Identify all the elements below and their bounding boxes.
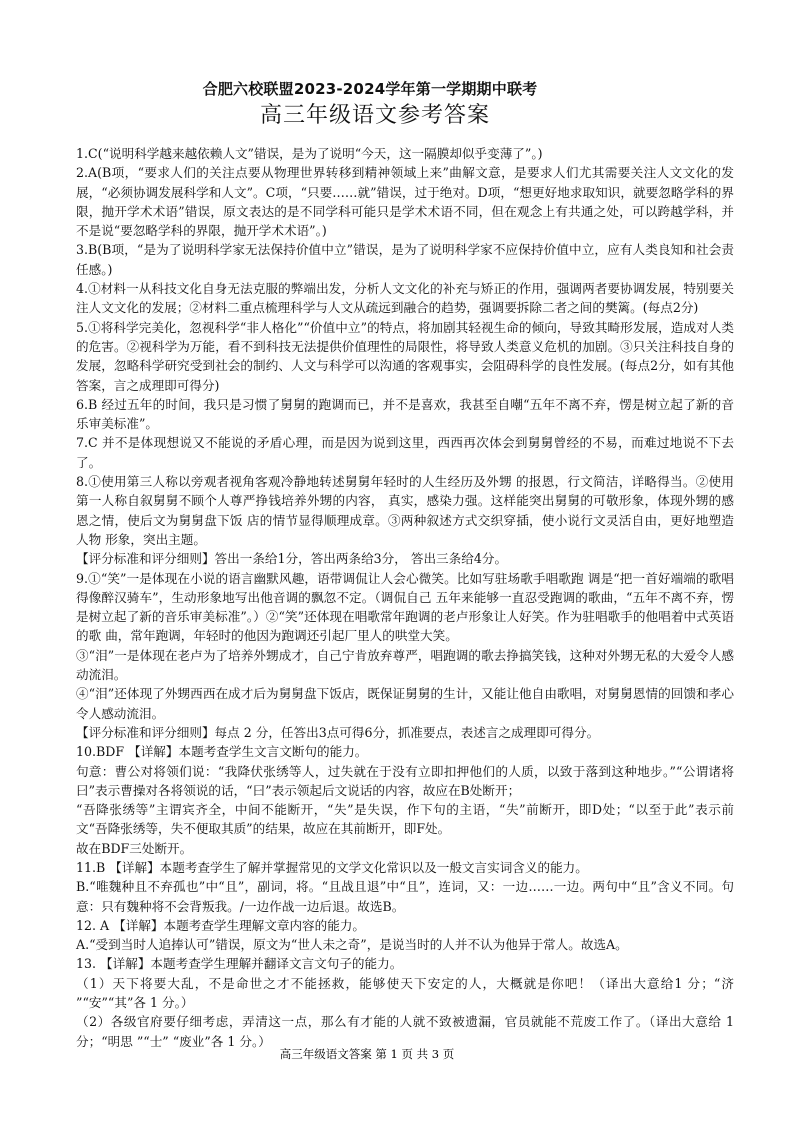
answer-content: [76, 144, 734, 1051]
answer-paragraph: 3.B(B项，“是为了说明科学家无法保持价值中立”错误，是为了说明科学家不应保持价值中立，应有人类良知和社会责任感。): [76, 242, 734, 277]
answer-paragraph: （1）天下将要大乱，不是命世之才不能拯救，能够使天下安定的人，大概就是你吧！（译出大意给1 分；“济 ”“安”“其”各 1 分。）: [76, 975, 734, 1011]
answer-paragraph: 9.①“笑”一是体现在小说的语言幽默风趣，语带调侃让人会心微笑。比如写驻场歌手唱歌跑 调是“把一首好端端的歌唱得像醉汉骑车”，生动形象地写出他音调的飘忽不定。（调侃自己 五年来能够一直忍受跑调的歌曲，“五年不离不弃，愣是树立起了新的音乐审美标准”。）②“笑”还体现在唱歌常年跑调的老卢形象让人好笑。作为驻唱歌手的他唱着中式英语的歌 曲，常年跑调，年轻时的他因为跑调还引起厂里人的哄堂大笑。: [76, 570, 734, 644]
page-footer: [0, 1046, 794, 1062]
scoring-note: 【评分标准和评分细则】答出一条给1分，答出两条给3分， 答出三条给4分。: [76, 551, 508, 567]
answer-paragraph: 7.C 并不是体现想说又不能说的矛盾心理，而是因为说到这里，西西再次体会到舅舅曾经的不易，而难过地说不下去了。: [76, 435, 734, 470]
answer-paragraph: 2.A(B项，“要求人们的关注点要从物理世界转移到精神领域上来”曲解文意，是要求人们尤其需要关注人文文化的发展，“必须协调发展科学和人文”。C项，“只要……就”错误，过于绝对。D项，“想更好地求取知识，就要忽略学科的界限，抛开学术术语”错误，原文表达的是不同学科可能只是学术术语不同，但在观念上有共通之处，可以跨越学科，并不是说“要忽略学科的界限，抛开学术术语”。): [76, 165, 734, 239]
answer-paragraph: 故在BDF三处断开。: [76, 840, 193, 856]
answer-paragraph: 11.B 【详解】本题考查学生了解并掌握常见的文学文化常识以及一般文言实词含义的能力。: [76, 859, 588, 875]
scoring-note: 【评分标准和评分细则】每点 2 分，任答出3点可得6分，抓准要点，表述言之成理即可得分。: [76, 724, 600, 740]
answer-paragraph: 10.BDF 【详解】本题考查学生文言文断句的能力。: [76, 744, 368, 760]
answer-paragraph: B.“唯魏种且不弃孤也”中“且”，副词，将。“且战且退”中“且”，连词，又：一边……一边。两句中“且”含义不同。句意：只有魏种将不会背叛我。/一边作战一边后退。故选B。: [76, 879, 734, 914]
answer-paragraph: 1.C(“说明科学越来越依赖人文”错误，是为了说明“今天，这一隔膜却似乎变薄了”。): [76, 146, 543, 161]
answer-paragraph: 6.B 经过五年的时间，我只是习惯了舅舅的跑调而已，并不是喜欢，我甚至自嘲“五年不离不弃，愣是树立起了新的音乐审美标准”。: [76, 396, 734, 432]
page-number: 高三年级语文答案 第 1 页 共 3 页: [279, 1047, 455, 1061]
answer-paragraph: “吾降张绣等”主谓宾齐全，中间不能断开，“失”是失误，作下句的主语，“失”前断开，即D处；“以至于此”表示前文“吾降张绣等，失不便取其质”的结果，故应在其前断开，即F处。: [76, 802, 734, 837]
answer-paragraph: 5.①将科学完美化，忽视科学“非人格化”“价值中立”的特点，将加剧其轻视生命的倾向，导致其畸形发展，造成对人类的危害。②视科学为万能，看不到科技无法提供价值理性的局限性，将导致人类意义危机的加剧。③只关注科技自身的发展，忽略科学研究受到社会的制约、人文与科学可以沟通的客观事实，会阻碍科学的良性发展。(每点2分，如有其他答案，言之成理即可得分): [76, 319, 734, 393]
answer-paragraph: （2）各级官府要仔细考虑，弄清这一点，那么有才能的人就不致被遗漏，官员就能不荒废工作了。（译出大意给 1 分；“明思 ”“士” “废业”各 1 分。）: [76, 1014, 734, 1049]
document-subtitle: 高三年级语文参考答案: [259, 103, 490, 128]
answer-paragraph: 8.①使用第三人称以旁观者视角客观冷静地转述舅舅年轻时的人生经历及外甥 的报恩，行文简洁，详略得当。②使用第一人称自叙舅舅不顾个人尊严挣钱培养外甥的内容， 真实，感染力强。这样能突出舅舅的可敬形象，体现外甥的感恩之情，使后文为舅舅盘下饭 店的情节显得顺理成章。③两种叙述方式交织穿插，使小说行文灵活自由，更好地塑造人物 形象，突出主题。: [76, 474, 734, 547]
answer-paragraph: 12. A 【详解】本题考查学生理解文章内容的能力。: [76, 917, 366, 933]
answer-paragraph: 句意：曹公对将领们说：“我降伏张绣等人，过失就在于没有立即扣押他们的人质，以致于落到这种地步。”“公谓诸将曰”表示曹操对各将领说的话，“曰”表示领起后文说话的内容，故应在B处断开；: [76, 763, 734, 798]
answer-paragraph: A.“受到当时人追捧认可”错误，原文为“世人未之奇”，是说当时的人并不认为他异于常人。故选A。: [76, 937, 628, 953]
answer-paragraph: 4.①材料一从科技文化自身无法克服的弊端出发，分析人文文化的补充与矫正的作用，强调两者要协调发展，特别要关注人文文化的发展；②材料二重点梳理科学与人文从疏远到融合的趋势，强调要拆除二者之间的樊篱。(每点2分): [76, 281, 734, 316]
answer-paragraph: ③“泪”一是体现在老卢为了培养外甥成才，自己宁肯放弃尊严，唱跑调的歌去挣搞笑钱，这种对外甥无私的大爱令人感动流泪。: [76, 647, 734, 683]
exam-title: 合肥六校联盟2023-2024学年第一学期期中联考: [202, 80, 538, 98]
answer-paragraph: ④“泪”还体现了外甥西西在成才后为舅舅盘下饭店，既保证舅舅的生计，又能让他自由歌唱，对舅舅恩情的回馈和孝心令人感动流泪。: [76, 686, 734, 721]
answer-paragraph: 13. 【详解】本题考查学生理解并翻译文言文句子的能力。: [76, 956, 403, 972]
